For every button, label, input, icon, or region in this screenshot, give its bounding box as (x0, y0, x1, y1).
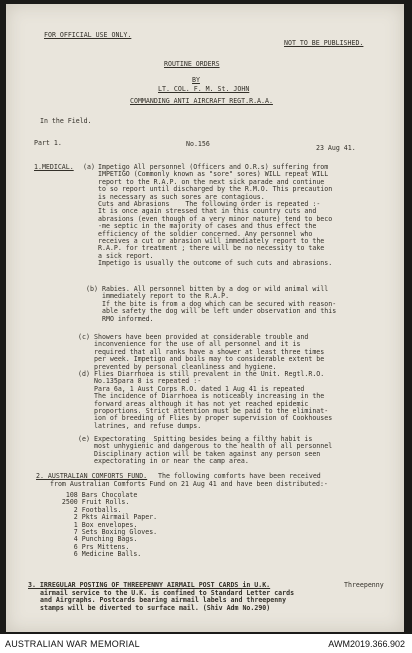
text-line: RMO informed. (102, 314, 154, 323)
section-1e-body (94, 436, 332, 466)
section-2-intro-line-1: The following comforts have been received (158, 472, 321, 480)
text-line: proportions. Strict attention must be paid to the eliminat- (94, 407, 329, 416)
text-line: expectorating in or near the camp area. (94, 457, 249, 466)
section-1b-body (102, 286, 336, 323)
text-line: It is once again stressed that in this country cuts and (98, 207, 317, 216)
footer-institution: AUSTRALIAN WAR MEMORIAL (5, 639, 140, 649)
text-line: ion of breeding of Flies by proper supervision of Cookhouses (94, 414, 333, 423)
section-2-intro-line-2: from Australian Comforts Fund on 21 Aug 41 and have been distributed:- (50, 480, 328, 488)
text-line: Para 6a, 1 Aust Corps R.O. dated 1 Aug 41 is repeated (94, 384, 305, 393)
text-line: inconvenience for the use of all personnel and it is (94, 340, 301, 349)
text-line: able safety the dog will be left under observation and this (102, 307, 337, 316)
text-line: and Airgraphs. Postcards bearing airmail labels and threepenny (40, 596, 287, 605)
archive-footer (0, 634, 412, 653)
text-line: stamps will be diverted to surface mail. (Shiv Adm No.290) (40, 603, 271, 612)
header-official-use: FOR OFFICIAL USE ONLY. (44, 31, 132, 39)
text-line: Rabies. All personnel bitten by a dog or wild animal will (102, 285, 329, 293)
text-line: latrines, and refuse dumps. (94, 421, 202, 430)
text-line: Expectorating Spitting besides being a filthy habit is (94, 435, 313, 443)
list-item: 1 Box envelopes. (46, 520, 138, 529)
text-line: Showers have been provided at considerable trouble and (94, 333, 309, 341)
text-line: receives a cut or abrasion will immediately report to the (98, 237, 325, 246)
document-page (6, 4, 404, 632)
text-line: a sick report. (98, 251, 154, 260)
text-line: airmail service to the U.K. is confined to Standard Letter cards (40, 589, 295, 597)
text-line: report to the R.A.P. on the next sick parade and continue (98, 177, 325, 186)
in-the-field: In the Field. (40, 117, 92, 125)
part-number: Part 1. (34, 139, 62, 147)
text-line: IMPETIGO (Commonly known as "sore" sores) WILL repeat WILL (98, 170, 329, 179)
text-line: efficiency of the soldier concerned. Any personnel who (98, 229, 313, 238)
title-routine-orders: ROUTINE ORDERS (164, 60, 220, 68)
text-line: Disciplinary action will be taken against any person seen (94, 449, 321, 458)
text-line: prevented by personal cleanliness and hygiene. (94, 362, 277, 371)
text-line: Flies Diarrhoea is still prevalent in the Unit. Regtl.R.O. (94, 370, 325, 378)
title-regiment: COMMANDING ANTI AIRCRAFT REGT.R.A.A. (130, 97, 273, 105)
section-3-heading-tail: Threepenny (344, 581, 384, 589)
text-line: If the bite is from a dog which can be secured with reason- (102, 299, 337, 308)
text-line: per week. Impetigo and boils may to considerable extent be (94, 355, 325, 364)
title-by: BY (192, 76, 200, 84)
section-3-body (40, 590, 294, 612)
list-item: 2500 Fruit Rolls. (46, 498, 130, 507)
list-item: 6 Medicine Balls. (46, 550, 142, 559)
section-1a-label: (a) (83, 163, 95, 171)
title-commander-name: LT. COL. F. M. St. JOHN (158, 85, 250, 93)
list-item: 108 Bars Chocolate (46, 491, 138, 499)
section-1d-label: (d) (78, 370, 90, 378)
text-line: R.A.P. for treatment ; there will be no necessity to take (98, 244, 325, 253)
section-1e-label: (e) (78, 435, 90, 443)
text-line: most unhygienic and dangerous to the health of all personnel (94, 442, 333, 451)
list-item: 6 Prs Mittens. (46, 542, 130, 551)
text-line: Cuts and Abrasions The following order is repeated :- (98, 200, 321, 209)
section-3-heading: 3. IRREGULAR POSTING OF THREEPENNY AIRMAIL POST CARDS in U.K. (28, 581, 271, 589)
text-line: to so report until discharged by the R.M.O. This precaution (98, 185, 333, 194)
section-1b-label: (b) (86, 285, 98, 293)
text-line: abrasions (even though of a very minor nature) tend to beco (98, 214, 333, 223)
section-2-heading: 2. AUSTRALIAN COMFORTS FUND. (36, 472, 148, 480)
text-line: required that all ranks have a shower at least three times (94, 347, 325, 356)
list-item: 4 Punching Bags. (46, 535, 138, 544)
text-line: Impetigo is usually the outcome of such cuts and abrasions. (98, 259, 333, 268)
section-1c-body (94, 334, 324, 371)
list-item: 2 Footballs. (46, 505, 122, 514)
list-item: 7 Sets Boxing Gloves. (46, 528, 158, 537)
footer-accession-number: AWM2019.366.902 (328, 639, 405, 649)
text-line: No.135para 8 is repeated :- (94, 377, 202, 386)
list-item: 2 Pkts Airmail Paper. (46, 513, 158, 522)
text-line: immediately report to the R.A.P. (102, 292, 230, 301)
order-date: 23 Aug 41. (316, 144, 356, 152)
text-line: forward areas although it has not yet reached epidemic (94, 399, 309, 408)
text-line: is necessary as such sores are contagious. (98, 192, 265, 201)
section-1-heading: 1.MEDICAL. (34, 163, 74, 171)
section-1a-body (98, 164, 332, 268)
header-not-published: NOT TO BE PUBLISHED. (284, 39, 364, 47)
comforts-item-list (46, 492, 157, 559)
text-line: -me septic in the majority of cases and thus effect the (98, 222, 317, 231)
text-line: The incidence of Diarrhoea is noticeably increasing in the (94, 392, 325, 401)
section-1d-body (94, 371, 332, 430)
order-number: No.156 (186, 140, 210, 148)
text-line: Impetigo All personnel (Officers and O.R.s) suffering from (98, 163, 329, 171)
section-1c-label: (c) (78, 333, 90, 341)
